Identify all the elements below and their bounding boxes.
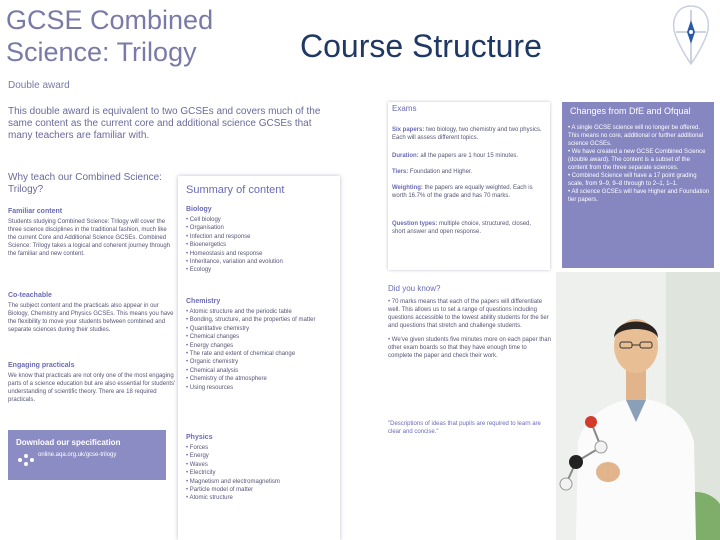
poster-title: GCSE Combined Science: Trilogy bbox=[6, 5, 214, 67]
exam-six-papers: Six papers: two biology, two chemistry and two physics. Each will assess different topics. bbox=[392, 127, 542, 141]
co-teachable-heading: Co-teachable bbox=[8, 292, 52, 299]
exam-duration: Duration: all the papers are 1 hour 15 minutes. bbox=[392, 153, 519, 159]
list-item: • 70 marks means that each of the papers will differentiate well. This allows us to set a range of questions including questions accessible to the lowest ability students for the tier and questions that stretch and challenge students. bbox=[388, 298, 552, 330]
list-item: • Chemical analysis bbox=[186, 367, 336, 375]
list-item: • Inheritance, variation and evolution bbox=[186, 258, 336, 266]
list-item: • Atomic structure and the periodic table bbox=[186, 308, 336, 316]
slide-title: Course Structure bbox=[300, 28, 542, 64]
did-you-know-list bbox=[388, 298, 552, 366]
download-specification-box[interactable] bbox=[8, 430, 166, 480]
changes-list bbox=[568, 124, 710, 204]
physics-heading: Physics bbox=[186, 434, 213, 441]
compass-logo-icon bbox=[668, 4, 714, 66]
did-you-know-title: Did you know? bbox=[388, 284, 441, 293]
summary-title: Summary of content bbox=[186, 184, 285, 196]
exams-panel bbox=[388, 102, 550, 270]
scientist-photo bbox=[556, 272, 720, 540]
familiar-content-heading: Familiar content bbox=[8, 208, 63, 215]
chemistry-heading: Chemistry bbox=[186, 298, 221, 305]
list-item: • We have created a new GCSE Combined Science (double award). The content is a subset of the content from the three separate sciences. bbox=[568, 148, 710, 172]
list-item: • Bioenergetics bbox=[186, 241, 336, 249]
download-link[interactable]: online.aqa.org.uk/gcse-trilogy bbox=[38, 452, 117, 458]
changes-title: Changes from DfE and Ofqual bbox=[570, 106, 691, 116]
biology-heading: Biology bbox=[186, 206, 212, 213]
list-item: • All science GCSEs will have Higher and Foundation tier papers. bbox=[568, 188, 710, 204]
why-teach-heading: Why teach our Combined Science: Trilogy? bbox=[8, 172, 162, 195]
list-item: • Waves bbox=[186, 461, 336, 469]
poster-intro: This double award is equivalent to two GCSEs and covers much of the same content as the current core and additional science GCSEs that many teachers are familiar with. bbox=[8, 106, 321, 141]
list-item: • Infection and response bbox=[186, 233, 336, 241]
list-item: • Organic chemistry bbox=[186, 358, 336, 366]
exam-question-types: Question types: multiple choice, structured, closed, short answer and open response. bbox=[392, 221, 532, 235]
list-item: • Organisation bbox=[186, 224, 336, 232]
list-item: • Bonding, structure, and the properties of matter bbox=[186, 316, 336, 324]
list-item: • Combined Science will have a 17 point grading scale, from 9–9, 9–8 through to 2–1, 1–1. bbox=[568, 172, 710, 188]
list-item: • Electricity bbox=[186, 469, 336, 477]
exam-weighting: Weighting: the papers are equally weighted. Each is worth 16.7% of the grade and has 70 marks. bbox=[392, 185, 533, 199]
exams-title: Exams bbox=[392, 104, 417, 113]
list-item: • Atomic structure bbox=[186, 494, 336, 502]
engaging-practicals-text: We know that practicals are not only one of the most engaging parts of a science education but are also essential for students' understanding of scientific theory. There are 18 required practicals. bbox=[8, 373, 176, 403]
list-item: • Cell biology bbox=[186, 216, 336, 224]
list-item: • Magnetism and electromagnetism bbox=[186, 478, 336, 486]
list-item: • The rate and extent of chemical change bbox=[186, 350, 336, 358]
changes-panel bbox=[562, 102, 714, 268]
co-teachable-text: The subject content and the practicals also appear in our Biology, Chemistry and Physics GCSEs. This means you have the flexibility to move your students between combined and separate sciences during their studies. bbox=[8, 303, 174, 333]
list-item: • Chemistry of the atmosphere bbox=[186, 375, 336, 383]
download-title: Download our specification bbox=[16, 438, 121, 447]
list-item: • Chemical changes bbox=[186, 333, 336, 341]
list-item: • We've given students five minutes more on each paper than other exam boards so that they have enough time to complete the paper and check their work. bbox=[388, 336, 552, 360]
poster-subtitle: Double award bbox=[8, 80, 70, 91]
physics-list bbox=[186, 444, 336, 503]
did-you-know-quote: "Descriptions of ideas that pupils are required to learn are clear and concise." bbox=[388, 421, 541, 435]
list-item: • Ecology bbox=[186, 266, 336, 274]
list-item: • Forces bbox=[186, 444, 336, 452]
chemistry-list bbox=[186, 308, 336, 392]
dots-logo-icon bbox=[16, 450, 36, 470]
exam-tiers: Tiers: Foundation and Higher. bbox=[392, 169, 473, 175]
list-item: • Homeostasis and response bbox=[186, 250, 336, 258]
list-item: • Quantitative chemistry bbox=[186, 325, 336, 333]
biology-list bbox=[186, 216, 336, 275]
list-item: • Using resources bbox=[186, 384, 336, 392]
summary-of-content-panel bbox=[178, 176, 340, 540]
familiar-content-text: Students studying Combined Science: Trilogy will cover the three science disciplines in the traditional fashion, much like the current Core and Additional Science GCSEs. Combined Science: Trilogy takes a logical and coherent journey through the familiar and new content. bbox=[8, 219, 171, 257]
list-item: • Energy changes bbox=[186, 342, 336, 350]
list-item: • Particle model of matter bbox=[186, 486, 336, 494]
list-item: • Energy bbox=[186, 452, 336, 460]
engaging-practicals-heading: Engaging practicals bbox=[8, 362, 75, 369]
list-item: • A single GCSE science will no longer be offered. This means no core, additional or further additional science GCSEs. bbox=[568, 124, 710, 148]
